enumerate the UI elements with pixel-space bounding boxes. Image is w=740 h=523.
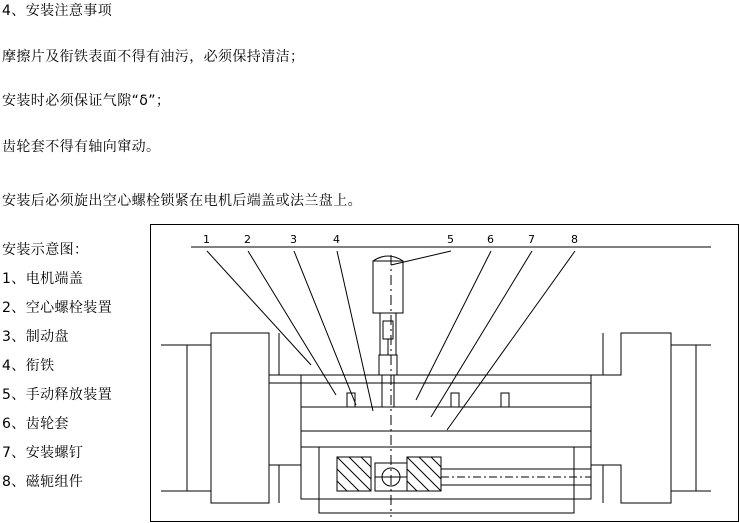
legend-item-8: 8、磁轭组件 xyxy=(2,474,84,490)
legend-item-7: 7、安装螺钉 xyxy=(2,445,84,461)
callout-8: 8 xyxy=(571,233,578,246)
legend-item-1: 1、电机端盖 xyxy=(2,271,84,287)
legend-item-2: 2、空心螺栓装置 xyxy=(2,300,113,316)
paragraph-4: 安装后必须旋出空心螺栓锁紧在电机后端盖或法兰盘上。 xyxy=(2,193,362,209)
paragraph-3: 齿轮套不得有轴向窜动。 xyxy=(2,139,161,155)
callout-1: 1 xyxy=(203,233,210,246)
page-title: 4、安装注意事项 xyxy=(2,3,113,19)
callout-7: 7 xyxy=(528,233,535,246)
callout-labels xyxy=(203,233,578,246)
callout-5: 5 xyxy=(447,233,454,246)
legend-item-5: 5、手动释放装置 xyxy=(2,387,113,403)
paragraph-1: 摩擦片及衔铁表面不得有油污，必须保持清洁； xyxy=(2,49,305,65)
callout-4: 4 xyxy=(333,233,340,246)
assembly-diagram xyxy=(150,224,739,522)
legend-item-6: 6、齿轮套 xyxy=(2,416,69,432)
legend-item-4: 4、衔铁 xyxy=(2,358,55,374)
callout-2: 2 xyxy=(244,233,251,246)
legend-item-3: 3、制动盘 xyxy=(2,329,69,345)
callout-3: 3 xyxy=(290,233,297,246)
legend-title: 安装示意图： xyxy=(2,242,89,258)
callout-6: 6 xyxy=(487,233,494,246)
paragraph-2: 安装时必须保证气隙“δ”； xyxy=(2,93,171,109)
figure-legend xyxy=(2,236,142,497)
